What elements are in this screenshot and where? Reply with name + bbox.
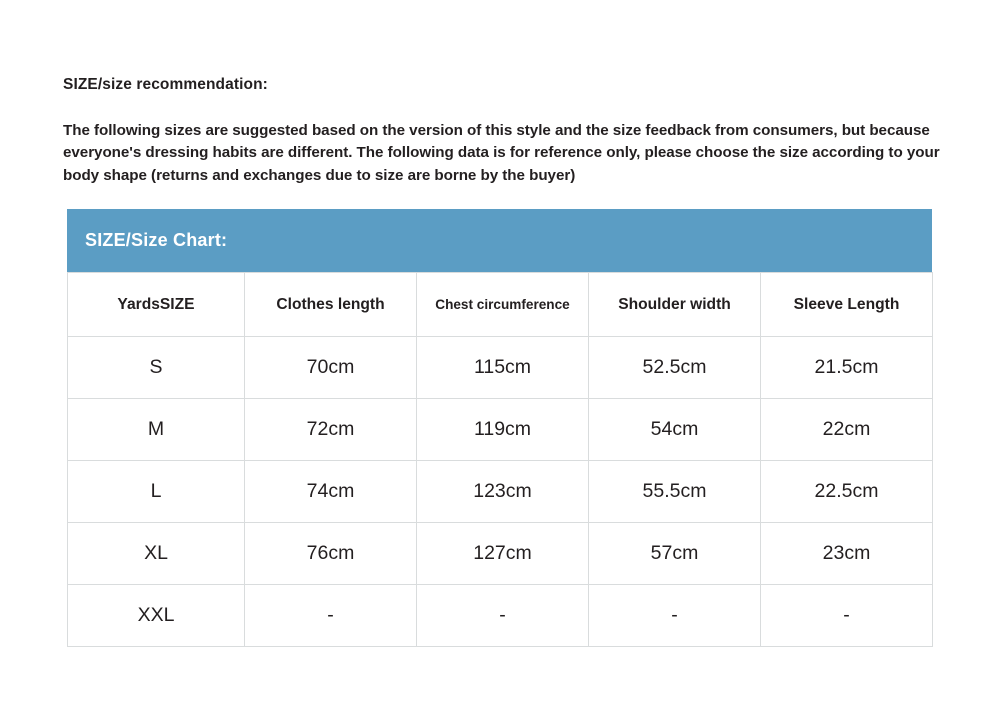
table-row <box>68 523 933 585</box>
cell-clothes-length: 74cm <box>245 461 417 523</box>
table-row <box>68 585 933 647</box>
cell-size: L <box>68 461 245 523</box>
cell-sleeve-length: 23cm <box>761 523 933 585</box>
cell-chest-circumference: - <box>417 585 589 647</box>
cell-chest-circumference: 115cm <box>417 337 589 399</box>
table-header-row <box>68 273 933 337</box>
cell-sleeve-length: 22cm <box>761 399 933 461</box>
column-header-yards-size: YardsSIZE <box>68 273 245 337</box>
column-header-sleeve-length: Sleeve Length <box>761 273 933 337</box>
size-chart-table-container <box>67 209 932 647</box>
cell-shoulder-width: 57cm <box>589 523 761 585</box>
cell-size: S <box>68 337 245 399</box>
cell-clothes-length: 70cm <box>245 337 417 399</box>
size-chart-table <box>67 272 933 647</box>
table-row <box>68 399 933 461</box>
cell-shoulder-width: - <box>589 585 761 647</box>
cell-chest-circumference: 123cm <box>417 461 589 523</box>
cell-shoulder-width: 52.5cm <box>589 337 761 399</box>
cell-size: M <box>68 399 245 461</box>
cell-shoulder-width: 55.5cm <box>589 461 761 523</box>
column-header-chest-circumference: Chest circumference <box>417 273 589 337</box>
cell-chest-circumference: 119cm <box>417 399 589 461</box>
cell-shoulder-width: 54cm <box>589 399 761 461</box>
cell-size: XXL <box>68 585 245 647</box>
column-header-clothes-length: Clothes length <box>245 273 417 337</box>
cell-clothes-length: 76cm <box>245 523 417 585</box>
intro-paragraph: The following sizes are suggested based on the version of this style and the size feedback from consumers, but because everyone's dressing habits are different. The following data is for reference only, please choose the size according to your body shape (returns and exchanges due to size are borne by the buyer) <box>63 122 940 184</box>
cell-sleeve-length: 21.5cm <box>761 337 933 399</box>
table-row <box>68 461 933 523</box>
table-row <box>68 337 933 399</box>
cell-chest-circumference: 127cm <box>417 523 589 585</box>
cell-size: XL <box>68 523 245 585</box>
cell-sleeve-length: 22.5cm <box>761 461 933 523</box>
size-chart-title: SIZE/Size Chart: <box>85 230 228 250</box>
cell-clothes-length: 72cm <box>245 399 417 461</box>
cell-clothes-length: - <box>245 585 417 647</box>
cell-sleeve-length: - <box>761 585 933 647</box>
size-chart-header-bar <box>67 209 932 272</box>
column-header-shoulder-width: Shoulder width <box>589 273 761 337</box>
page-title: SIZE/size recommendation: <box>63 76 268 93</box>
